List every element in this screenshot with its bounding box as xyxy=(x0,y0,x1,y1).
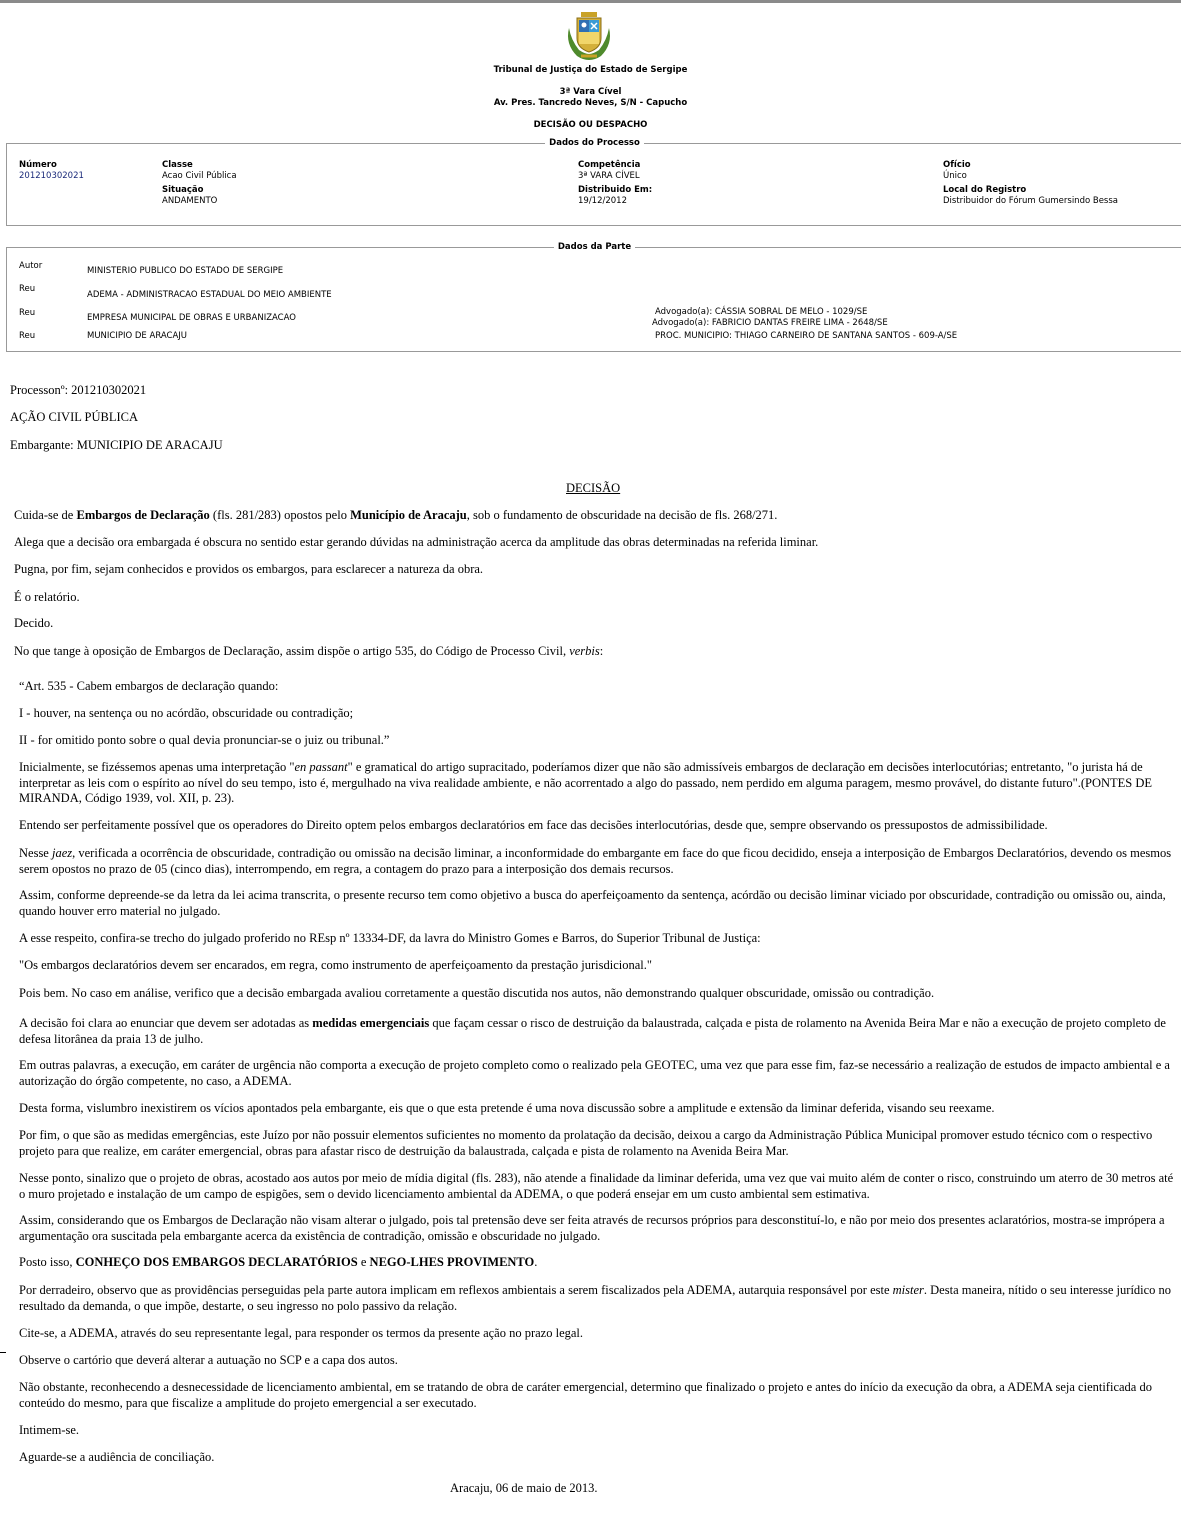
date-line: Aracaju, 06 de maio de 2013. xyxy=(450,1481,598,1495)
numero-label: Número xyxy=(19,160,57,170)
top-border xyxy=(0,0,1181,3)
paragraph: É o relatório. xyxy=(14,590,80,604)
court-coat-of-arms-icon xyxy=(563,10,615,62)
lawyer-line: Advogado(a): FABRICIO DANTAS FREIRE LIMA - 2648/SE xyxy=(652,318,888,328)
document-type: DECISÃO OU DESPACHO xyxy=(533,120,648,130)
paragraph: Em outras palavras, a execução, em caráter de urgência não comporta a execução de projeto completo como o realizado pela GEOTEC, uma vez que para esse fim, faz-se necessário a realização de estudos de impacto ambiental e a autorização do órgão competente, no caso, a ADEMA. xyxy=(19,1058,1170,1088)
paragraph: Decido. xyxy=(14,616,54,630)
paragraph: Pugna, por fim, sejam conhecidos e providos os embargos, para esclarecer a natureza da obra. xyxy=(14,562,484,576)
numero-value: 201210302021 xyxy=(19,171,84,181)
process-data-legend: Dados do Processo xyxy=(549,138,640,148)
party-role: Reu xyxy=(19,284,36,294)
lawyer-line: PROC. MUNICIPIO: THIAGO CARNEIRO DE SANTANA SANTOS - 609-A/SE xyxy=(655,331,958,341)
local-registro-label: Local do Registro xyxy=(943,185,1027,195)
paragraph: Cuida-se de Embargos de Declaração (fls. 281/283) opostos pelo Município de Aracaju, sob o fundamento de obscuridade na decisão de fls. 268/271. xyxy=(14,508,778,522)
situacao-label: Situação xyxy=(162,185,204,195)
paragraph: Assim, conforme depreende-se da letra da lei acima transcrita, o presente recurso tem como objetivo a busca do aperfeiçoamento da sentença, acórdão ou decisão liminar viciado por obscuridade, contradição ou omissão ou, ainda, quando houver erro material no julgado. xyxy=(19,888,1166,918)
local-registro-value: Distribuidor do Fórum Gumersindo Bessa xyxy=(943,196,1118,206)
oficio-value: Único xyxy=(943,171,967,181)
paragraph: Aguarde-se a audiência de conciliação. xyxy=(19,1450,215,1464)
party-role: Reu xyxy=(19,308,36,318)
paragraph: Inicialmente, se fizéssemos apenas uma interpretação "en passant" e gramatical do artigo supracitado, poderíamos dizer que não são admissíveis embargos de declaração em decisões interlocutórias; entretanto, "o jurista há de interpretar as leis com o espírito ao nível do seu tempo, isto é, mergulhado na viva realidade ambiente, e não acorrentado a algo do passado, nem perdido em alguma paragem, mesmo provável, do distante futuro".(PONTES DE MIRANDA, Código 1939, vol. XII, p. 23). xyxy=(19,760,1153,805)
paragraph: Posto isso, CONHEÇO DOS EMBARGOS DECLARATÓRIOS e NEGO-LHES PROVIMENTO. xyxy=(19,1255,538,1269)
distribuido-value: 19/12/2012 xyxy=(578,196,627,206)
court-address: Av. Pres. Tancredo Neves, S/N - Capucho xyxy=(493,98,688,108)
paragraph: Observe o cartório que deverá alterar a autuação no SCP e a capa dos autos. xyxy=(19,1353,398,1367)
party-role: Autor xyxy=(19,261,43,271)
classe-label: Classe xyxy=(162,160,193,170)
paragraph: Por derradeiro, observo que as providências perseguidas pela parte autora implicam em reflexos ambientais a serem fiscalizados pela ADEMA, autarquia responsável por este mister. Desta maneira, nítido o seu interesse jurídico no resultado da demanda, o que impõe, destarte, o seu ingresso no polo passivo da relação. xyxy=(19,1283,1172,1313)
competencia-label: Competência xyxy=(578,160,641,170)
paragraph: A decisão foi clara ao enunciar que devem ser adotadas as medidas emergenciais que façam cessar o risco de destruição da balaustrada, calçada e pista de rolamento na Avenida Beira Mar e não a execução de projeto completo de defesa litorânea da praia 13 de julho. xyxy=(19,1016,1166,1046)
party-name: ADEMA - ADMINISTRACAO ESTADUAL DO MEIO AMBIENTE xyxy=(87,290,332,300)
party-name: MINISTERIO PUBLICO DO ESTADO DE SERGIPE xyxy=(87,266,284,276)
party-name: MUNICIPIO DE ARACAJU xyxy=(87,331,188,341)
distribuido-label: Distribuido Em: xyxy=(578,185,653,195)
party-data-legend: Dados da Parte xyxy=(557,242,632,252)
paragraph: "Os embargos declaratórios devem ser encarados, em regra, como instrumento de aperfeiçoamento da prestação jurisdicional." xyxy=(19,958,652,972)
paragraph: Alega que a decisão ora embargada é obscura no sentido estar gerando dúvidas na administração acerca da amplitude das obras determinadas na referida liminar. xyxy=(14,535,819,549)
classe-value: Acao Civil Pública xyxy=(162,171,237,181)
party-role: Reu xyxy=(19,331,36,341)
processo-number-line: Processonº: 201210302021 xyxy=(10,383,147,397)
competencia-value: 3ª VARA CÍVEL xyxy=(578,171,640,181)
paragraph: Entendo ser perfeitamente possível que os operadores do Direito optem pelos embargos declaratórios em face das decisões interlocutórias, desde que, sempre observando os pressupostos de admissibilidade. xyxy=(19,818,1048,832)
paragraph: Cite-se, a ADEMA, através do seu representante legal, para responder os termos da presente ação no prazo legal. xyxy=(19,1326,584,1340)
oficio-label: Ofício xyxy=(943,160,971,170)
paragraph: Intimem-se. xyxy=(19,1423,80,1437)
paragraph: Por fim, o que são as medidas emergências, este Juízo por não possuir elementos suficientes no momento da prolatação da decisão, deixou a cargo da Administração Pública Municipal promover estudo técnico com o respectivo projeto para que realize, em caráter emergencial, obras para afastar risco de destruição da balaustrada, calçada e pista de rolamento na Avenida Beira Mar. xyxy=(19,1128,1153,1158)
paragraph: Assim, considerando que os Embargos de Declaração não visam alterar o julgado, pois tal pretensão deve ser feita através de recursos próprios para desconstituí-lo, e não por meio dos presentes aclaratórios, mostra-se imprópera a argumentação ora suscitada pela embargante acerca da existência de contradição, omissão e obscuridade no julgado. xyxy=(19,1213,1165,1243)
process-data-panel xyxy=(6,138,1181,226)
paragraph: No que tange à oposição de Embargos de Declaração, assim dispõe o artigo 535, do Código de Processo Civil, verbis: xyxy=(14,644,604,658)
situacao-value: ANDAMENTO xyxy=(162,196,218,206)
lawyer-line: Advogado(a): CÁSSIA SOBRAL DE MELO - 1029/SE xyxy=(655,307,868,317)
paragraph: Nesse ponto, sinalizo que o projeto de obras, acostado aos autos por meio de mídia digital (fls. 283), não atende a finalidade da liminar deferida, uma vez que vai muito além de conter o risco, construindo um aterro de 30 metros até o muro projetado e instalação de um campo de espigões, sem o devido licenciamento ambiental da ADEMA, o que poderá ensejar em um custo ambiental sem estimativa. xyxy=(19,1171,1174,1201)
party-name: EMPRESA MUNICIPAL DE OBRAS E URBANIZACAO xyxy=(87,313,296,323)
paragraph: A esse respeito, confira-se trecho do julgado proferido no REsp nº 13334-DF, da lavra do Ministro Gomes e Barros, do Superior Tribunal de Justiça: xyxy=(19,931,761,945)
embargante-line: Embargante: MUNICIPIO DE ARACAJU xyxy=(10,438,223,452)
paragraph: Nesse jaez, verificada a ocorrência de obscuridade, contradição ou omissão na decisão liminar, a inconformidade do embargante em face do que ficou decidido, enseja a interposição de Embargos Declaratórios, devendo os mesmos serem opostos no prazo de 05 (cinco dias), interrompendo, em regra, a contagem do prazo para a interposição dos demais recursos. xyxy=(19,846,1172,876)
decision-title: DECISÃO xyxy=(566,481,621,495)
paragraph: Pois bem. No caso em análise, verifico que a decisão embargada avaliou corretamente a questão discutida nos autos, não demonstrando qualquer obscuridade, omissão ou contradição. xyxy=(19,986,935,1000)
paragraph: Desta forma, vislumbro inexistirem os vícios apontados pela embargante, eis que o que esta pretende é uma nova discussão sobre a amplitude e extensão da liminar deferida, visando seu reexame. xyxy=(19,1101,995,1115)
action-type: AÇÃO CIVIL PÚBLICA xyxy=(10,410,139,424)
quote-line: I - houver, na sentença ou no acórdão, obscuridade ou contradição; xyxy=(19,706,354,720)
margin-mark xyxy=(0,1352,6,1353)
quote-line: II - for omitido ponto sobre o qual devia pronunciar-se o juiz ou tribunal.” xyxy=(19,733,390,747)
court-name: Tribunal de Justiça do Estado de Sergipe xyxy=(493,65,688,75)
vara-name: 3ª Vara Cível xyxy=(559,87,622,97)
paragraph: Não obstante, reconhecendo a desnecessidade de licenciamento ambiental, em se tratando de obra de caráter emergencial, determino que finalizado o projeto e antes do início da execução da obra, a ADEMA seja cientificada do conteúdo do mesmo, para que fiscalize a amplitude do projeto emergencial a ser executado. xyxy=(19,1380,1152,1410)
quote-line: “Art. 535 - Cabem embargos de declaração quando: xyxy=(19,679,279,693)
